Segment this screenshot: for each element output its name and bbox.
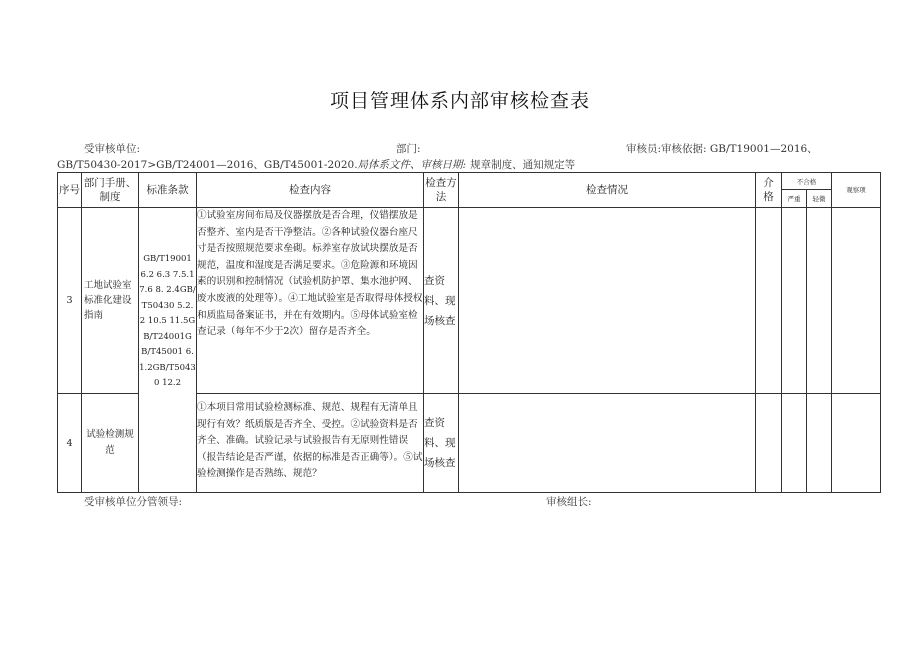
leader-signature-label: 受审核单位分管领导:	[84, 496, 183, 508]
header-minor: 轻微	[807, 190, 832, 208]
header-seq: 序号	[58, 173, 82, 208]
header-observation: 观察项	[832, 173, 881, 208]
auditor-basis-label: 审核员:审核依据: GB/T19001—2016、	[626, 143, 818, 155]
header-qualified: 介格	[756, 173, 782, 208]
row-dept: 工地试验室标准化建设指南	[82, 208, 139, 394]
header-unqualified: 不合格	[782, 173, 832, 190]
row-serious-cell[interactable]	[782, 208, 807, 394]
department-label: 部门:	[396, 143, 421, 155]
row-observation-cell[interactable]	[832, 394, 881, 493]
row-method: 查资料、现场核查	[424, 394, 459, 493]
row-method: 查资料、现场核查	[424, 208, 459, 394]
row-serious-cell[interactable]	[782, 394, 807, 493]
header-serious: 严重	[782, 190, 807, 208]
standards-list: GB/T50430-2017>GB/T24001—2016、GB/T45001-2020.	[57, 159, 358, 171]
regulations-text: 规章制度、通知规定等	[470, 159, 576, 171]
row-qualified-cell[interactable]	[756, 394, 782, 493]
team-lead-signature-label: 审核组长:	[546, 496, 592, 508]
row-seq: 3	[58, 208, 82, 394]
row-minor-cell[interactable]	[807, 208, 832, 394]
row-result-cell[interactable]	[459, 394, 756, 493]
row-result-cell[interactable]	[459, 208, 756, 394]
audit-checklist-table	[57, 172, 881, 493]
row-content: ①试验室房间布局及仪器摆放是否合理，仪错摆放是否整齐、室内是否干净整洁。②各种试验仪器台座尺寸是否按照规范要求垒砌。标养室存放试块摆放是否规范，温度和湿度是否满足要求。③危险源和环境因素的识别和控制情况（试验机防护罩、集水池护网、废水废液的处理等）。④工地试验室是否取得母体授权和质监局备案证书，并在有效期内。⑤母体试验室检查记录（每年不少于2次）留存是否齐全。	[197, 208, 424, 394]
row-qualified-cell[interactable]	[756, 208, 782, 394]
header-dept-manual: 部门手册、制度	[82, 173, 139, 208]
audit-date-label: 局体系文件、审核日期:	[357, 159, 467, 171]
audited-unit-label: 受审核单位:	[84, 143, 141, 155]
row-content: ①本项目常用试验检测标准、规范、规程有无清单且现行有效？纸质版是否齐全、受控。②试验资料是否齐全、准确。试验记录与试验报告有无原则性错误（报告结论是否严谨，依据的标准是否正确等）。⑤试验检测操作是否熟练、规范？	[197, 394, 424, 493]
header-check-result: 检查情况	[459, 173, 756, 208]
header-std-clause: 标准条款	[139, 173, 197, 208]
table-row	[58, 208, 881, 394]
row-minor-cell[interactable]	[807, 394, 832, 493]
row-dept: 试验检测规范	[82, 394, 139, 493]
row-seq: 4	[58, 394, 82, 493]
standards-line	[57, 157, 575, 172]
header-check-method: 检查方法	[424, 173, 459, 208]
header-check-content: 检查内容	[197, 173, 424, 208]
row-std-clause: GB/T19001 6.2 6.3 7.5.1 7.6 8. 2.4GB/T50430 5.2.2 10.5 11.5GB/T24001GB/T45001 6. 1.2GB/T50430 12.2	[139, 208, 197, 493]
row-observation-cell[interactable]	[832, 208, 881, 394]
page-title: 项目管理体系内部审核检查表	[329, 90, 590, 112]
